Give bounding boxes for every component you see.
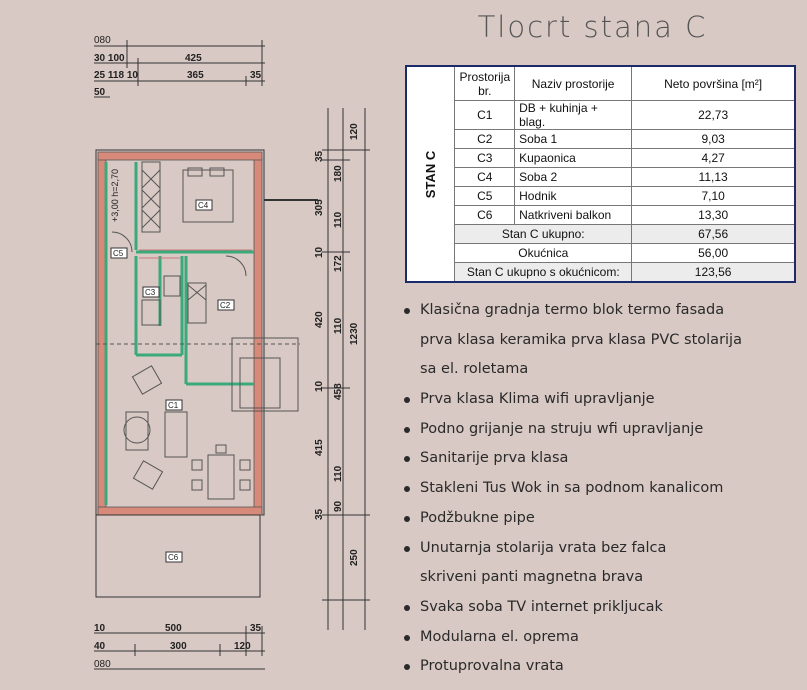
total-row bbox=[406, 244, 795, 263]
header-num: Prostorija br. bbox=[455, 66, 515, 101]
feature-item-continued bbox=[398, 355, 742, 385]
dim-right-7: 172 bbox=[333, 255, 344, 272]
dim-right-4: 305 bbox=[314, 199, 325, 216]
row-name: Natkriveni balkon bbox=[515, 206, 632, 225]
height-note: +3,00 h=2,70 bbox=[110, 168, 120, 222]
dim-bottom-1: 10 bbox=[94, 623, 106, 634]
feature-text: Svaka soba TV internet prikljucak bbox=[420, 598, 663, 615]
bullet-icon bbox=[404, 308, 410, 314]
total-label: Stan C ukupno: bbox=[455, 225, 632, 244]
row-area: 9,03 bbox=[632, 130, 796, 149]
table-header-row bbox=[406, 66, 795, 101]
dim-right-10: 1230 bbox=[349, 322, 360, 345]
bullet-icon bbox=[404, 605, 410, 611]
dim-right-9: 110 bbox=[333, 317, 344, 334]
dim-right-13: 415 bbox=[314, 439, 325, 456]
side-label: STAN C bbox=[423, 150, 439, 198]
table-row bbox=[406, 187, 795, 206]
room-label-c6: C6 bbox=[168, 553, 179, 562]
dim-right-1: 120 bbox=[349, 123, 360, 140]
row-num: C6 bbox=[455, 206, 515, 225]
feature-item bbox=[398, 444, 742, 474]
row-area: 7,10 bbox=[632, 187, 796, 206]
row-name: Soba 2 bbox=[515, 168, 632, 187]
feature-item bbox=[398, 385, 742, 415]
dim-top-6: 35 bbox=[250, 70, 262, 81]
bullet-icon bbox=[404, 486, 410, 492]
right-dim-labels bbox=[314, 123, 360, 566]
feature-text: Stakleni Tus Wok in sa podnom kanalicom bbox=[420, 480, 724, 497]
dim-bottom-5: 300 bbox=[170, 641, 187, 652]
feature-text: Podžbukne pipe bbox=[420, 509, 535, 526]
dim-right-3: 180 bbox=[333, 165, 344, 182]
feature-item bbox=[398, 504, 742, 534]
room-label-c5: C5 bbox=[113, 249, 124, 258]
dim-top-7: 50 bbox=[94, 87, 106, 98]
dim-right-16: 90 bbox=[333, 500, 344, 512]
feature-text: Podno grijanje na struju wfi upravljanje bbox=[420, 420, 704, 437]
row-name: Hodnik bbox=[515, 187, 632, 206]
bullet-icon bbox=[404, 635, 410, 641]
bullet-icon bbox=[404, 456, 410, 462]
feature-text: prva klasa keramika prva klasa PVC stolarija bbox=[420, 331, 742, 348]
room-label-c2: C2 bbox=[220, 301, 231, 310]
feature-text: Sanitarije prva klasa bbox=[420, 450, 569, 467]
row-num: C2 bbox=[455, 130, 515, 149]
feature-item bbox=[398, 415, 742, 445]
row-name: Soba 1 bbox=[515, 130, 632, 149]
dim-top-4: 25 118 10 bbox=[94, 70, 138, 81]
dim-bottom-6: 120 bbox=[234, 641, 251, 652]
feature-text: skriveni panti magnetna brava bbox=[420, 569, 644, 586]
dim-bottom-3: 35 bbox=[250, 623, 262, 634]
bullet-icon bbox=[404, 397, 410, 403]
dim-bottom-2: 500 bbox=[165, 623, 182, 634]
table-row bbox=[406, 206, 795, 225]
row-name: Kupaonica bbox=[515, 149, 632, 168]
dim-bottom-4: 40 bbox=[94, 641, 106, 652]
dim-top-1: 080 bbox=[94, 35, 111, 46]
feature-item bbox=[398, 623, 742, 653]
side-label-cell bbox=[406, 66, 455, 282]
feature-item bbox=[398, 534, 742, 564]
inner-walls bbox=[106, 162, 254, 505]
dim-right-14: 110 bbox=[333, 465, 344, 482]
total-value: 67,56 bbox=[632, 225, 796, 244]
bullet-icon bbox=[404, 546, 410, 552]
features-list bbox=[398, 296, 742, 682]
dim-right-15: 35 bbox=[314, 508, 325, 520]
dim-top-2: 30 100 bbox=[94, 53, 125, 64]
feature-text: Modularna el. oprema bbox=[420, 628, 579, 645]
row-num: C1 bbox=[455, 101, 515, 130]
total-value: 123,56 bbox=[632, 263, 796, 283]
feature-item bbox=[398, 593, 742, 623]
feature-item-continued bbox=[398, 326, 742, 356]
dim-right-5: 110 bbox=[333, 211, 344, 228]
row-num: C3 bbox=[455, 149, 515, 168]
total-value: 56,00 bbox=[632, 244, 796, 263]
feature-item bbox=[398, 652, 742, 682]
top-dimensions bbox=[94, 40, 265, 97]
dim-right-2: 35 bbox=[314, 150, 325, 162]
bullet-icon bbox=[404, 664, 410, 670]
row-area: 4,27 bbox=[632, 149, 796, 168]
room-label-c3: C3 bbox=[145, 288, 156, 297]
dim-right-17: 250 bbox=[349, 549, 360, 566]
feature-text: Unutarnja stolarija vrata bez falca bbox=[420, 539, 667, 556]
total-label: Okućnica bbox=[455, 244, 632, 263]
total-row bbox=[406, 225, 795, 244]
feature-text: Prva klasa Klima wifi upravljanje bbox=[420, 391, 655, 408]
dim-right-11: 10 bbox=[314, 380, 325, 392]
feature-item bbox=[398, 296, 742, 326]
feature-item-continued bbox=[398, 563, 742, 593]
total-row bbox=[406, 263, 795, 283]
dim-right-6: 10 bbox=[314, 246, 325, 258]
feature-text: Klasična gradnja termo blok termo fasada bbox=[420, 302, 725, 318]
table-row bbox=[406, 149, 795, 168]
bullet-icon bbox=[404, 427, 410, 433]
dim-top-3: 425 bbox=[185, 53, 202, 64]
feature-text: sa el. roletama bbox=[420, 361, 529, 378]
room-label-c4: C4 bbox=[198, 201, 209, 210]
header-name: Naziv prostorije bbox=[515, 66, 632, 101]
header-area: Neto površina [m²] bbox=[632, 66, 796, 101]
row-name: DB + kuhinja + blag. bbox=[515, 101, 632, 130]
bullet-icon bbox=[404, 516, 410, 522]
table-row bbox=[406, 130, 795, 149]
row-area: 13,30 bbox=[632, 206, 796, 225]
dim-right-12: 458 bbox=[333, 383, 344, 400]
dim-right-8: 420 bbox=[314, 311, 325, 328]
row-area: 22,73 bbox=[632, 101, 796, 130]
outer-walls bbox=[96, 150, 264, 515]
table-row bbox=[406, 168, 795, 187]
dim-top-5: 365 bbox=[187, 70, 204, 81]
row-num: C4 bbox=[455, 168, 515, 187]
feature-text: Protuprovalna vrata bbox=[420, 658, 564, 675]
room-label-c1: C1 bbox=[168, 401, 179, 410]
row-num: C5 bbox=[455, 187, 515, 206]
right-dimensions bbox=[322, 108, 370, 630]
table-row bbox=[406, 101, 795, 130]
dim-bottom-7: 080 bbox=[94, 659, 111, 670]
feature-item bbox=[398, 474, 742, 504]
furniture bbox=[96, 162, 300, 499]
row-area: 11,13 bbox=[632, 168, 796, 187]
floor-plan bbox=[0, 0, 395, 690]
page-title: Tlocrt stana C bbox=[477, 10, 708, 44]
total-label: Stan C ukupno s okućnicom: bbox=[455, 263, 632, 283]
rooms-table bbox=[405, 65, 796, 283]
